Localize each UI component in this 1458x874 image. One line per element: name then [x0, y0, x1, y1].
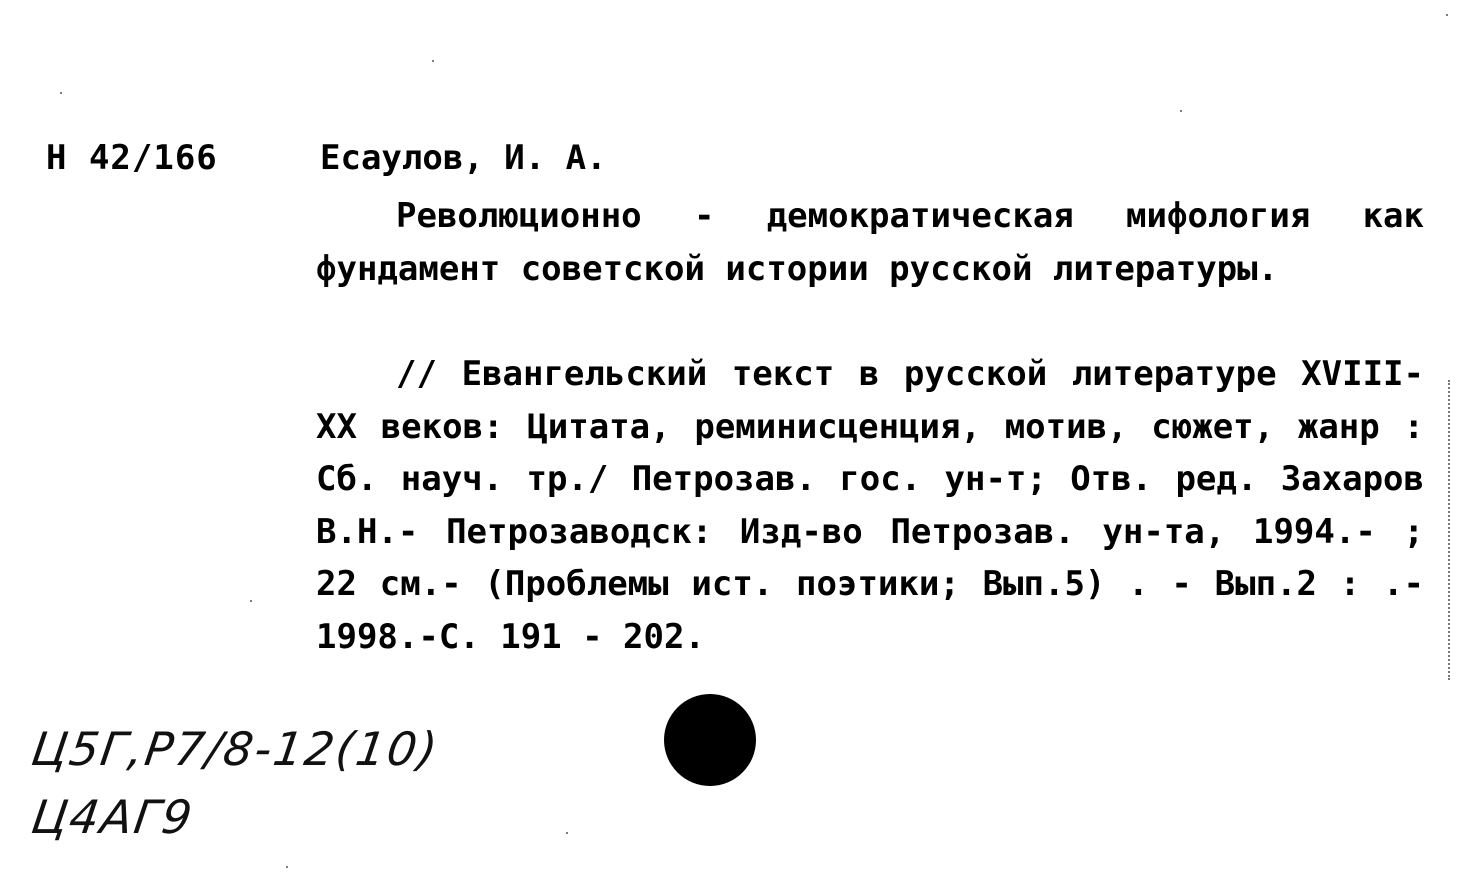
- paper-speck: [60, 92, 62, 94]
- paper-speck: [1180, 110, 1182, 112]
- punch-hole: [664, 694, 756, 786]
- paper-speck: [286, 866, 288, 868]
- source-description: // Евангельский текст в русской литературе XVIII- XX веков: Цитата, реминисценция, мотив, сюжет, жанр : Сб. науч. тр./ Петрозав. гос. ун-т; Отв. ред. Захаров В.Н.- Петрозаводск: Изд-во Петрозав. ун-та, 1994.- ; 22 см.- (Проблемы ист. поэтики; Вып.5) . - Вып.2 : .- 1998.-С. 191 - 202.: [316, 354, 1424, 657]
- paper-speck: [250, 600, 252, 602]
- author-name: Есаулов, И. А.: [320, 138, 607, 178]
- shelf-mark: Н 42/166: [46, 138, 218, 178]
- work-title: Революционно - демократическая мифология как фундамент советской истории русской литературы.: [316, 196, 1424, 289]
- handwritten-classification-2: Ц4АГ9: [28, 790, 198, 844]
- card-edge-mark: [1448, 380, 1450, 680]
- paper-speck: [432, 60, 434, 62]
- paper-speck: [1446, 14, 1448, 16]
- paper-speck: [566, 832, 568, 834]
- handwritten-classification-1: Ц5Г,Р7/8-12(10): [28, 722, 443, 776]
